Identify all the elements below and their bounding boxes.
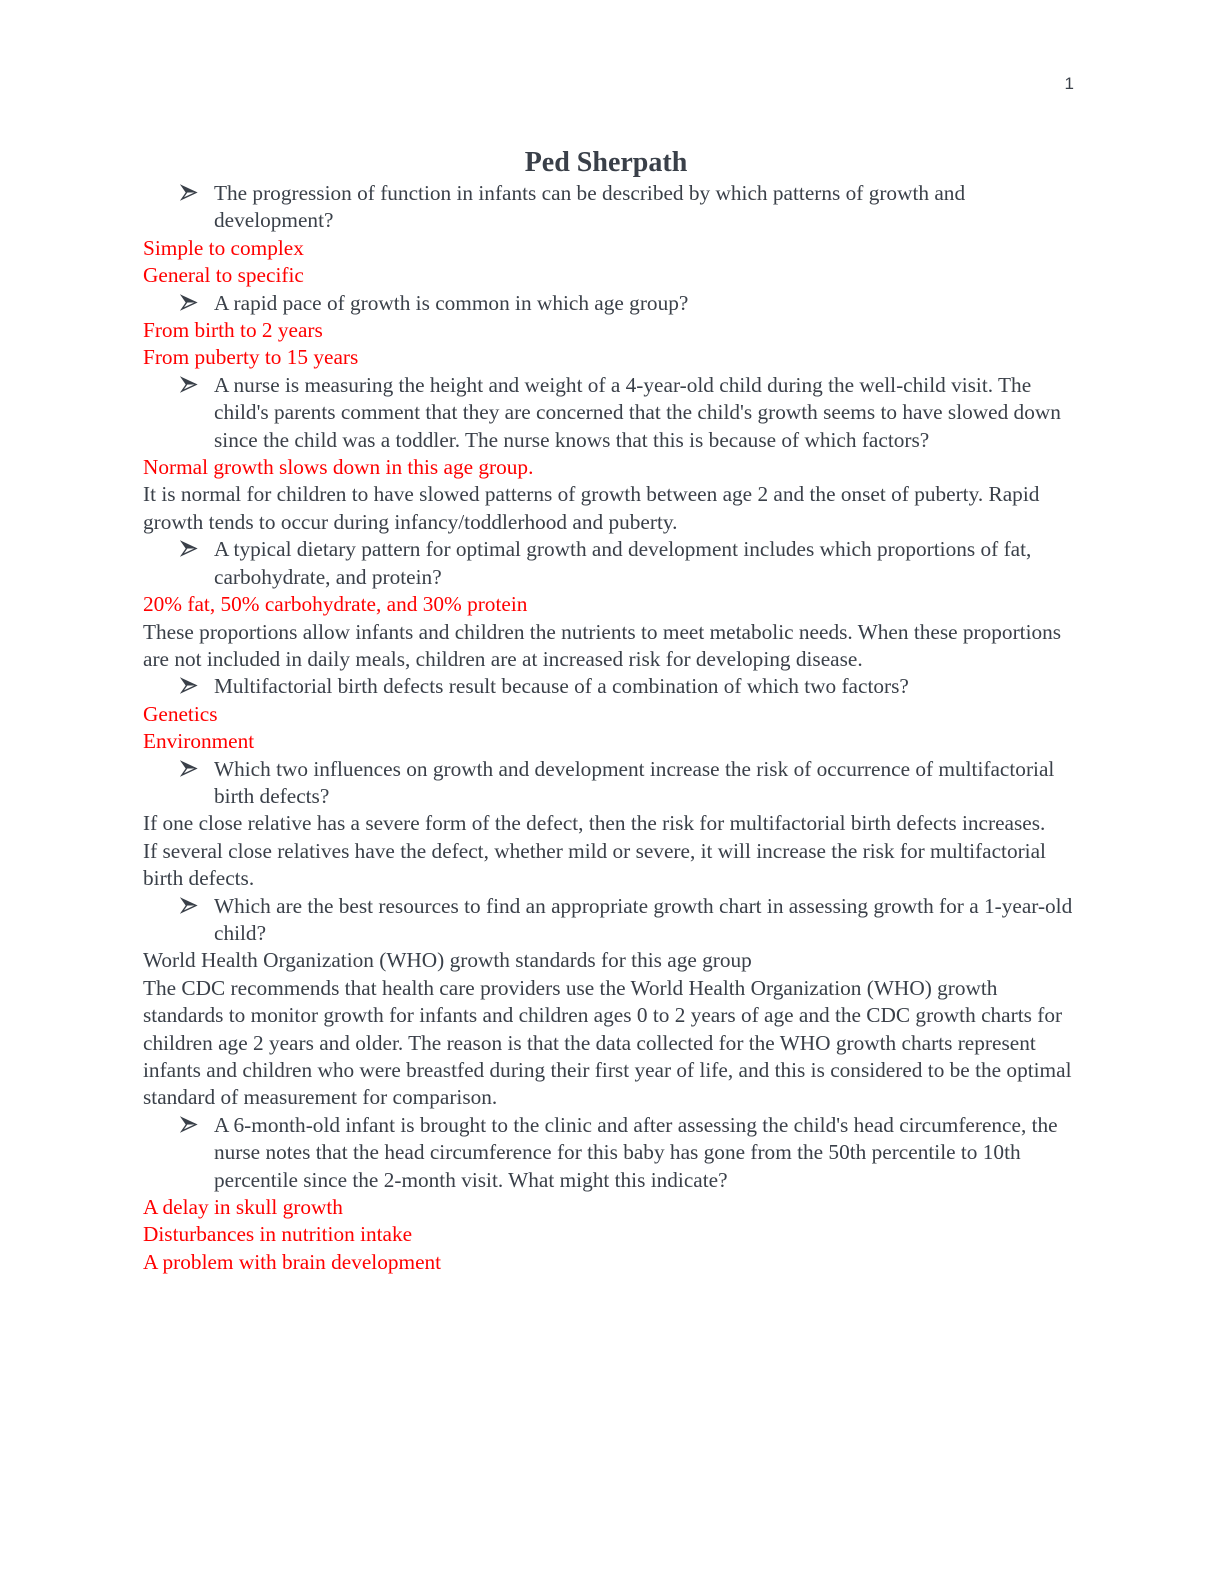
rationale-text: The CDC recommends that health care providers use the World Health Organization (WHO) growth standards to monitor growth for infants and children ages 0 to 2 years of age and the CDC growth charts for children age 2 years and older. The reason is that the data collected for the WHO growth charts represent infants and children who were breastfed during their first year of life, and this is considered to be the optimal standard of measurement for comparison. — [143, 975, 1072, 1110]
question-text — [143, 180, 1073, 235]
arrowhead-bullet-icon — [180, 1112, 198, 1139]
qa-item — [143, 1112, 1073, 1276]
answer-text: Disturbances in nutrition intake — [143, 1222, 413, 1247]
answer-text: General to specific — [143, 263, 304, 288]
qa-item — [143, 372, 1073, 536]
document-title: Ped Sherpath — [524, 147, 688, 178]
question-label: A rapid pace of growth is common in which age group? — [214, 290, 689, 315]
qa-item — [143, 893, 1073, 1112]
page-number: 1 — [1064, 74, 1074, 93]
answer-text: Genetics — [143, 701, 218, 726]
arrowhead-bullet-icon — [180, 673, 198, 700]
arrowhead-bullet-icon — [180, 180, 198, 207]
qa-item — [143, 673, 1073, 755]
qa-list — [143, 180, 1073, 1276]
arrowhead-bullet-icon — [180, 372, 198, 399]
answer-text: Simple to complex — [143, 235, 304, 260]
question-label: A typical dietary pattern for optimal growth and development includes which proportions of fat, carbohydrate, and protein? — [214, 537, 1032, 589]
answer-text: 20% fat, 50% carbohydrate, and 30% protein — [143, 592, 528, 617]
question-label: Multifactorial birth defects result because of a combination of which two factors? — [214, 674, 909, 699]
arrowhead-bullet-icon — [180, 756, 198, 783]
answer-text: Environment — [143, 729, 255, 754]
question-text — [143, 893, 1073, 948]
rationale-text: If one close relative has a severe form of the defect, then the risk for multifactorial birth defects increases. — [143, 811, 1046, 836]
question-label: A 6-month-old infant is brought to the clinic and after assessing the child's head circumference, the nurse notes that the head circumference for this baby has gone from the 50th percentile to 10th percentile since the 2-month visit. What might this indicate? — [214, 1112, 1058, 1192]
arrowhead-bullet-icon — [180, 536, 198, 563]
question-text — [143, 372, 1073, 454]
qa-item — [143, 756, 1073, 893]
arrowhead-bullet-icon — [180, 290, 198, 317]
rationale-text: If several close relatives have the defect, whether mild or severe, it will increase the risk for multifactorial birth defects. — [143, 838, 1046, 891]
answer-text: Normal growth slows down in this age group. — [143, 455, 534, 480]
arrowhead-bullet-icon — [180, 893, 198, 920]
question-text — [143, 536, 1073, 591]
qa-item — [143, 536, 1073, 673]
document-body — [143, 146, 1073, 1276]
question-text — [143, 756, 1073, 811]
question-text — [143, 1112, 1073, 1194]
question-label: Which two influences on growth and development increase the risk of occurrence of multifactorial birth defects? — [214, 756, 1055, 808]
answer-text: From birth to 2 years — [143, 318, 323, 343]
rationale-text: World Health Organization (WHO) growth standards for this age group — [143, 948, 752, 973]
rationale-text: These proportions allow infants and children the nutrients to meet metabolic needs. When these proportions are not included in daily meals, children are at increased risk for developing disease. — [143, 619, 1062, 671]
question-label: A nurse is measuring the height and weight of a 4-year-old child during the well-child visit. The child's parents comment that they are concerned that the child's growth seems to have slowed down since the child was a toddler. The nurse knows that this is because of which factors? — [214, 372, 1061, 452]
question-text — [143, 673, 1073, 700]
question-label: Which are the best resources to find an appropriate growth chart in assessing growth for a 1-year-old child? — [214, 893, 1073, 945]
question-label: The progression of function in infants can be described by which patterns of growth and development? — [214, 181, 966, 233]
answer-text: A delay in skull growth — [143, 1195, 343, 1220]
rationale-text: It is normal for children to have slowed patterns of growth between age 2 and the onset of puberty. Rapid growth tends to occur during infancy/toddlerhood and puberty. — [143, 482, 1040, 534]
answer-text: A problem with brain development — [143, 1249, 442, 1274]
answer-text: From puberty to 15 years — [143, 345, 359, 370]
question-text — [143, 290, 1073, 317]
qa-item — [143, 290, 1073, 372]
qa-item — [143, 180, 1073, 290]
